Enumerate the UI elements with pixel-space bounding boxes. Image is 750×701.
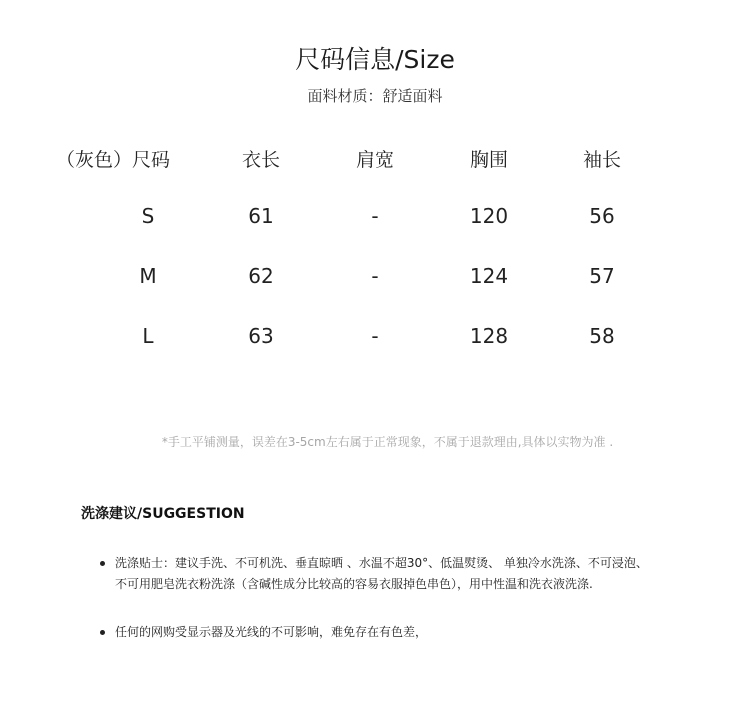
length-cell: 62 [248,264,274,288]
sleeve-cell: 56 [589,204,615,228]
page-title: 尺码信息/Size [295,45,455,74]
chest-cell: 128 [469,324,509,348]
column-header-chest: 胸围 [469,149,508,171]
size-cell: L [142,324,154,348]
table-row [0,204,750,234]
shoulder-cell: - [371,204,379,228]
length-cell: 63 [248,324,274,348]
shoulder-cell: - [371,264,379,288]
table-row [0,324,750,354]
table-row [0,264,750,294]
column-header-size: （灰色）尺码 [55,149,170,171]
list-item [100,553,670,595]
list-item [100,622,670,643]
column-header-length: 衣长 [241,149,280,171]
size-table-header [0,145,750,175]
care-heading: 洗涤建议/SUGGESTION [81,506,245,522]
column-header-sleeve: 袖长 [582,149,621,171]
chest-cell: 120 [469,204,509,228]
care-tip-line: 洗涤贴士：建议手洗、不可机洗、垂直晾晒 、水温不超30°、低温熨烫、 单独冷水洗涤、不可浸泡、 [115,556,648,570]
material-info: 面料材质：舒适面料 [307,87,443,105]
sleeve-cell: 58 [589,324,615,348]
chest-cell: 124 [469,264,509,288]
size-cell: S [141,204,155,228]
sleeve-cell: 57 [589,264,615,288]
measurement-note: *手工平铺测量，误差在3-5cm左右属于正常现象，不属于退款理由,具体以实物为准 . [161,435,614,449]
care-tip-line: 不可用肥皂洗衣粉洗涤（含碱性成分比较高的容易衣服掉色串色），用中性温和洗衣液洗涤. [115,577,593,591]
bullet-icon [100,561,105,566]
column-header-shoulder: 肩宽 [355,149,394,171]
bullet-icon [100,630,105,635]
color-disclaimer: 任何的网购受显示器及光线的不可影响，难免存在有色差， [115,625,428,639]
size-cell: M [139,264,157,288]
length-cell: 61 [248,204,274,228]
shoulder-cell: - [371,324,379,348]
